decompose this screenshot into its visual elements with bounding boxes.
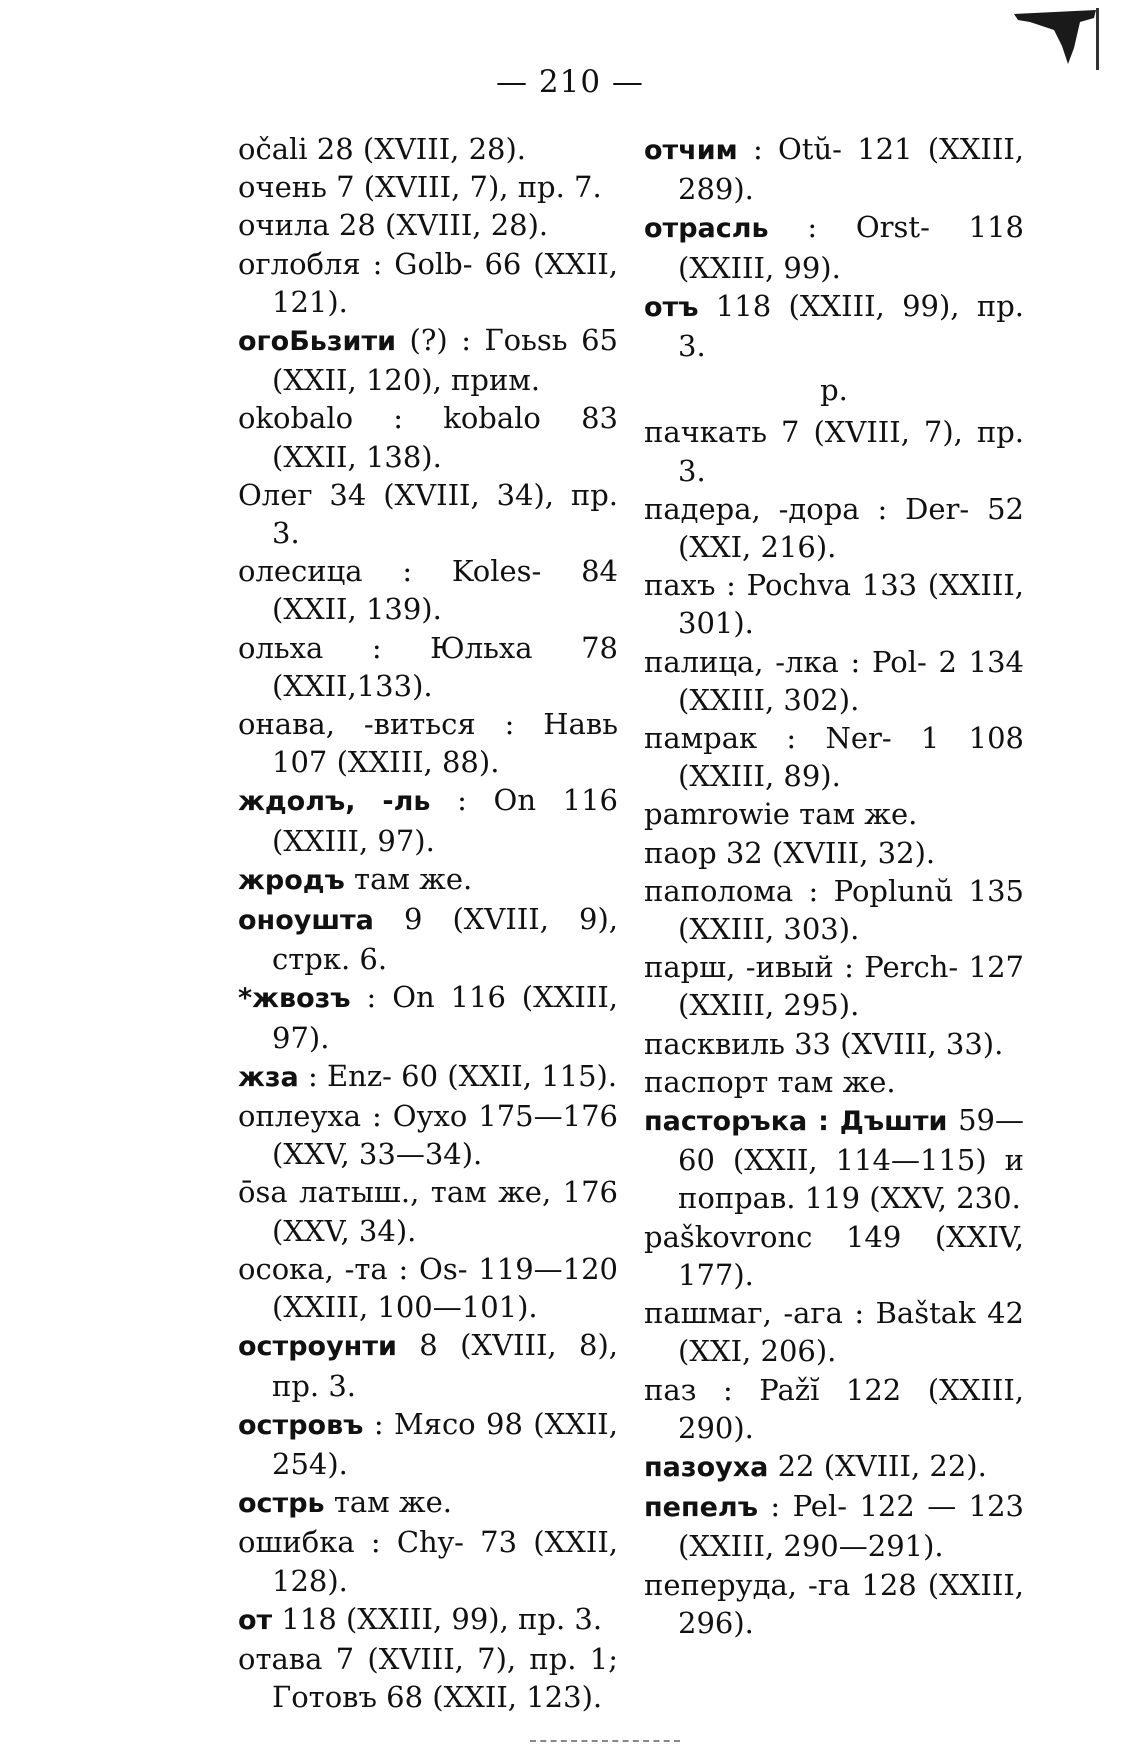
index-entry bbox=[238, 1326, 618, 1404]
index-entry bbox=[644, 130, 1024, 208]
index-entry bbox=[644, 1218, 1024, 1294]
index-entry bbox=[644, 413, 1024, 489]
entry-text: пасквиль 33 (XVIII, 33). bbox=[644, 1026, 1004, 1061]
entry-text: pamrowie там же. bbox=[644, 797, 918, 832]
index-entry bbox=[644, 719, 1024, 795]
entry-text: парш, -ивый : Perch- 127 (XXIII, 295). bbox=[644, 950, 1024, 1023]
entry-text: очень 7 (XVIII, 7), пр. 7. bbox=[238, 170, 602, 205]
index-entry bbox=[644, 490, 1024, 566]
index-entry bbox=[644, 1025, 1024, 1063]
index-entry bbox=[238, 206, 618, 244]
entry-text: онава, -виться : Навь 107 (XXIII, 88). bbox=[238, 707, 618, 780]
entry-text: ошибка : Chy- 73 (XXII, 128). bbox=[238, 1525, 618, 1598]
entry-text: там же. bbox=[344, 861, 473, 896]
index-entry bbox=[238, 1405, 618, 1483]
index-entry bbox=[644, 1294, 1024, 1370]
entry-text: Олег 34 (XVIII, 34), пр. 3. bbox=[238, 477, 618, 551]
entry-text: okobalo : kobalo 83 (XXII, 138). bbox=[238, 401, 618, 474]
entry-text: 118 (XXIII, 99), пр. 3. bbox=[272, 1601, 603, 1636]
headword: отъ bbox=[644, 291, 699, 323]
entry-text: ольха : Юльха 78 (XXII,133). bbox=[238, 630, 618, 703]
left-column bbox=[238, 130, 618, 1716]
entry-text: (?) : Гоьsь 65 (XXII, 120), прим. bbox=[272, 323, 618, 398]
index-entry bbox=[238, 476, 618, 552]
page-number: — 210 — bbox=[496, 64, 644, 100]
index-entry bbox=[238, 1600, 618, 1640]
headword: *жвозъ bbox=[238, 983, 351, 1015]
headword: жза bbox=[238, 1061, 299, 1093]
entry-text: : On 116 (XXIII, 97). bbox=[272, 980, 618, 1055]
index-entry bbox=[238, 130, 618, 168]
entry-text: паполома : Poplunŭ 135 (XXIII, 303). bbox=[644, 873, 1024, 947]
entry-text: паор 32 (XVIII, 32). bbox=[644, 835, 936, 870]
index-entry bbox=[238, 321, 618, 399]
entry-text: пахъ : Pochva 133 (XXIII, 301). bbox=[644, 568, 1024, 641]
entry-text: памрак : Ner- 1 108 (XXIII, 89). bbox=[644, 721, 1024, 794]
index-entry bbox=[644, 566, 1024, 642]
entry-text: пачкать 7 (XVIII, 7), пр. 3. bbox=[644, 415, 1024, 488]
headword: ждолъ, -ль bbox=[238, 786, 431, 818]
entry-text: 9 (XVIII, 9), стрк. 6. bbox=[272, 902, 618, 977]
headword: остроунти bbox=[238, 1331, 397, 1363]
entry-text: олесица : Koles- 84 (XXII, 139). bbox=[238, 554, 618, 627]
entry-text: осока, -та : Os- 119—120 (XXIII, 100—101). bbox=[238, 1251, 618, 1325]
index-entry bbox=[644, 208, 1024, 286]
entry-text: 59—60 (XXII, 114—115) и поправ. 119 (XXV, 230. bbox=[678, 1103, 1024, 1216]
entry-text: ōsa латыш., там же, 176 (XXV, 34). bbox=[238, 1175, 618, 1248]
headword: отрасль bbox=[644, 213, 769, 245]
entry-text: paškovronc 149 (XXIV, 177). bbox=[644, 1219, 1024, 1292]
headword: от bbox=[238, 1604, 273, 1636]
index-entry bbox=[238, 705, 618, 781]
entry-text: там же. bbox=[324, 1485, 452, 1520]
index-entry bbox=[238, 1097, 618, 1173]
right-column bbox=[644, 130, 1024, 1642]
entry-text: оглобля : Golb- 66 (XXII, 121). bbox=[238, 246, 618, 319]
index-entry bbox=[238, 1483, 618, 1523]
index-entry bbox=[238, 245, 618, 321]
index-entry bbox=[644, 1566, 1024, 1642]
entry-text: паспорт там же. bbox=[644, 1064, 896, 1099]
headword: отчим bbox=[644, 135, 738, 166]
entry-text: пашмаг, -ага : Baštak 42 (XXI, 206). bbox=[644, 1296, 1024, 1369]
ink-blot-image bbox=[1010, 8, 1100, 70]
index-entry bbox=[238, 1057, 618, 1097]
headword: островъ bbox=[238, 1409, 364, 1441]
entry-text: : Мясо 98 (XXII, 254). bbox=[272, 1406, 618, 1481]
index-entry bbox=[238, 978, 618, 1056]
headword: пазоуха bbox=[644, 1451, 769, 1483]
index-entry bbox=[238, 781, 618, 859]
index-entry bbox=[644, 1447, 1024, 1487]
entry-text: паз : Pažĭ 122 (XXIII, 290). bbox=[644, 1372, 1024, 1445]
entry-text: 22 (XVIII, 22). bbox=[768, 1448, 987, 1483]
entry-text: : Orst- 118 (XXIII, 99). bbox=[678, 210, 1024, 285]
index-entry bbox=[644, 1487, 1024, 1565]
entry-text: : On 116 (XXIII, 97). bbox=[272, 783, 619, 858]
footer-smudge bbox=[530, 1740, 680, 1748]
entry-text: очила 28 (XVIII, 28). bbox=[238, 208, 549, 243]
entry-text: палица, -лка : Pol- 2 134 (XXIII, 302). bbox=[644, 644, 1024, 717]
index-entry bbox=[644, 795, 1024, 833]
section-heading: р. bbox=[820, 373, 848, 408]
index-entry bbox=[644, 643, 1024, 719]
index-entry bbox=[238, 1173, 618, 1249]
index-entry bbox=[238, 900, 618, 978]
entry-text: 118 (XXIII, 99), пр. 3. bbox=[678, 288, 1024, 364]
entry-text: пеперуда, -га 128 (XXIII, 296). bbox=[644, 1567, 1024, 1640]
index-entry bbox=[644, 1101, 1024, 1218]
headword: пасторъка : Дъшти bbox=[644, 1106, 948, 1138]
index-entry bbox=[644, 1371, 1024, 1447]
entry-text: 8 (XVIII, 8), пр. 3. bbox=[272, 1328, 618, 1403]
index-entry bbox=[238, 399, 618, 475]
entry-text: : Enz- 60 (XXII, 115). bbox=[298, 1058, 618, 1093]
index-entry bbox=[644, 287, 1024, 365]
index-entry bbox=[238, 1523, 618, 1599]
headword: огоБьзити bbox=[238, 326, 397, 358]
index-entry bbox=[238, 168, 618, 206]
index-entry bbox=[238, 1250, 618, 1326]
headword: жродъ bbox=[238, 864, 345, 896]
index-entry bbox=[644, 948, 1024, 1024]
index-entry bbox=[238, 860, 618, 900]
index-entry bbox=[644, 872, 1024, 948]
headword: пепелъ bbox=[644, 1492, 758, 1524]
entry-text: : Otŭ- 121 (XXIII, 289). bbox=[678, 132, 1024, 207]
index-entry bbox=[238, 1640, 618, 1716]
index-entry bbox=[644, 1063, 1024, 1101]
index-entry bbox=[238, 552, 618, 628]
entry-text: : Pel- 122 — 123 (XXIII, 290—291). bbox=[678, 1489, 1024, 1564]
entry-text: падера, -дора : Der- 52 (XXI, 216). bbox=[644, 491, 1024, 565]
index-entry bbox=[644, 834, 1024, 872]
entry-text: оплеуха : Оухо 175—176 (XXV, 33—34). bbox=[238, 1099, 618, 1172]
entry-text: očali 28 (XVIII, 28). bbox=[238, 132, 527, 166]
headword: оноушта bbox=[238, 905, 374, 937]
headword: острь bbox=[238, 1488, 325, 1520]
entry-text: отава 7 (XVIII, 7), пр. 1; Готовъ 68 (XXII, 123). bbox=[238, 1641, 618, 1715]
index-entry bbox=[238, 629, 618, 705]
